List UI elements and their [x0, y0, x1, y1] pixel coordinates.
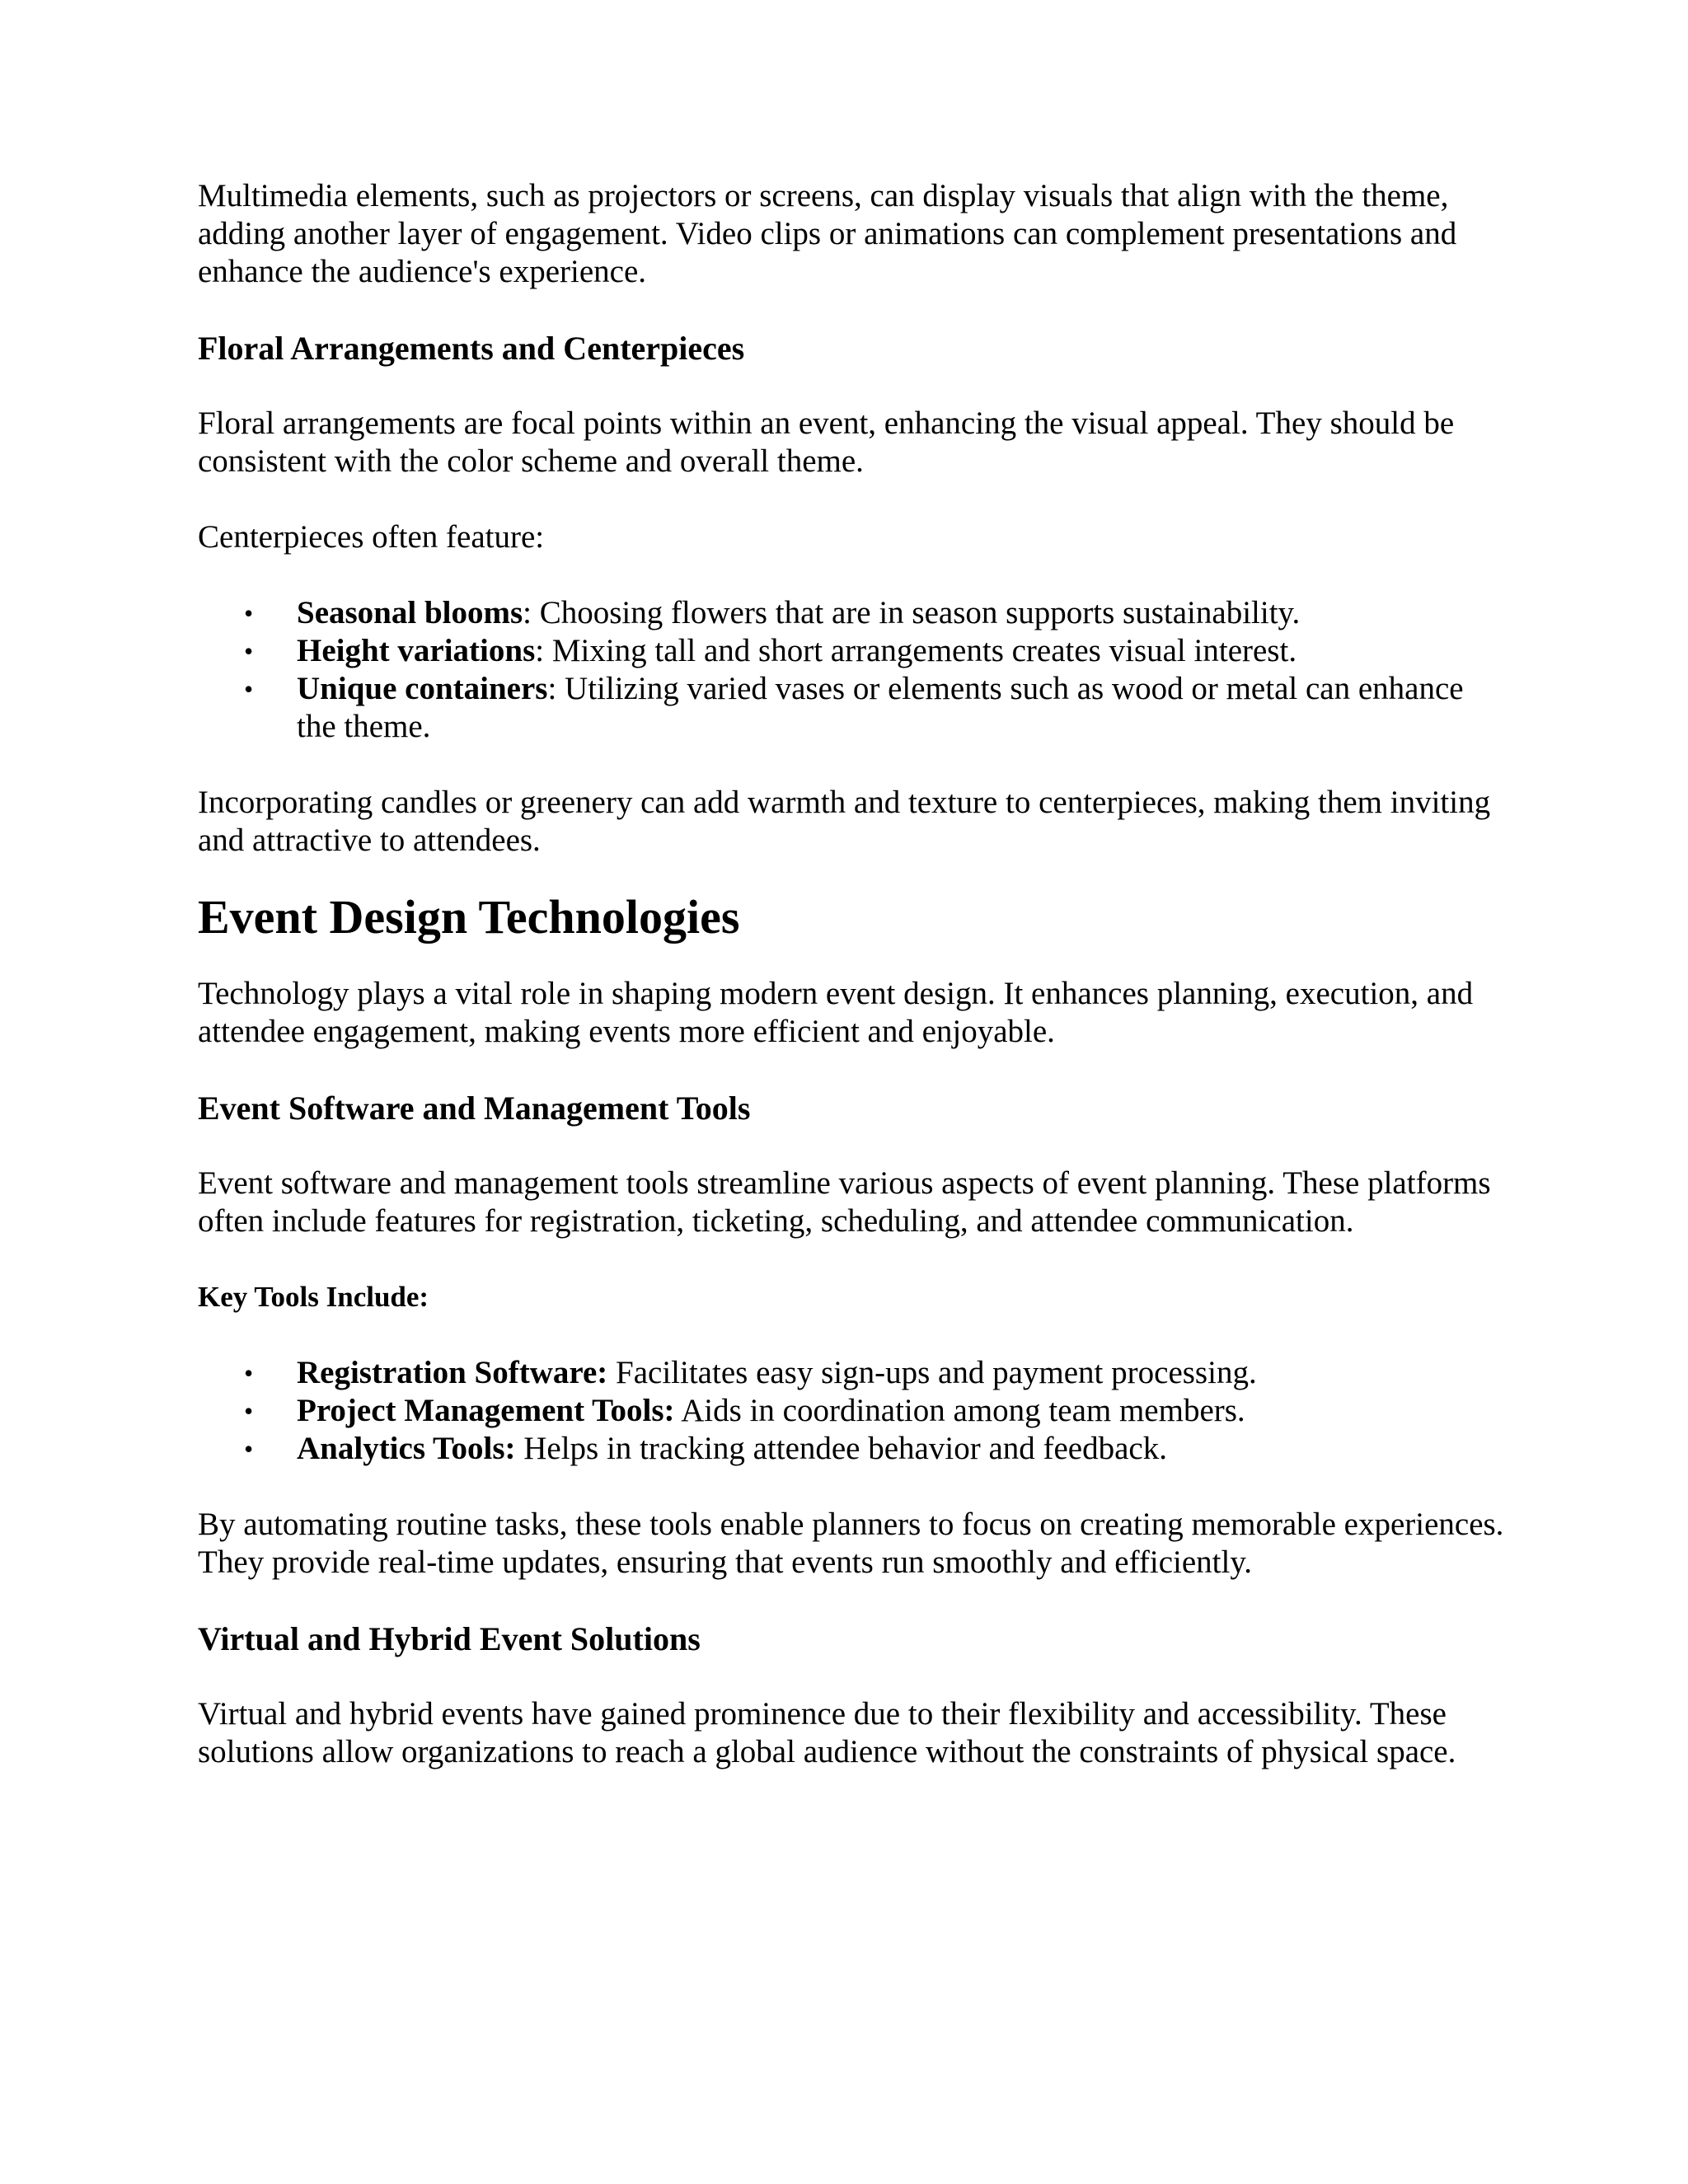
list-item-text: Facilitates easy sign-ups and payment processing.	[607, 1355, 1257, 1390]
floral-heading: Floral Arrangements and Centerpieces	[198, 330, 745, 367]
list-item	[198, 1354, 1517, 1392]
virtual-heading: Virtual and Hybrid Event Solutions	[198, 1620, 701, 1657]
list-item	[198, 1430, 1517, 1468]
list-item-term: Project Management Tools:	[297, 1393, 675, 1428]
list-item-text: : Utilizing varied vases or elements such as wood or metal can enhance the theme.	[297, 671, 1464, 744]
list-item-term: Analytics Tools:	[297, 1431, 516, 1466]
tech-heading: Event Design Technologies	[198, 890, 740, 944]
software-paragraph-2: By automating routine tasks, these tools enable planners to focus on creating memorable experiences. They provide real-time updates, ensuring that events run smoothly and efficiently.	[198, 1507, 1504, 1580]
list-item-term: Height variations	[297, 633, 536, 668]
tech-paragraph: Technology plays a vital role in shaping modern event design. It enhances planning, execution, and attendee engagement, making events more efficient and enjoyable.	[198, 976, 1474, 1049]
list-item	[198, 1392, 1517, 1430]
intro-paragraph: Multimedia elements, such as projectors or screens, can display visuals that align with the theme, adding another layer of engagement. Video clips or animations can complement presentations and enhance the audience's experience.	[198, 178, 1457, 289]
list-item	[198, 594, 1517, 632]
software-heading: Event Software and Management Tools	[198, 1090, 751, 1127]
list-item-term: Seasonal blooms	[297, 595, 523, 630]
centerpieces-list	[198, 594, 1517, 746]
list-item-term: Unique containers	[297, 671, 548, 706]
floral-paragraph-1: Floral arrangements are focal points within an event, enhancing the visual appeal. They should be consistent with the color scheme and overall theme.	[198, 405, 1455, 479]
software-paragraph-1: Event software and management tools streamline various aspects of event planning. These platforms often include features for registration, ticketing, scheduling, and attendee communication.	[198, 1165, 1491, 1239]
centerpieces-intro: Centerpieces often feature:	[198, 519, 545, 555]
key-tools-subheading: Key Tools Include:	[198, 1281, 429, 1313]
list-item-text: : Choosing flowers that are in season supports sustainability.	[523, 595, 1301, 630]
list-item	[198, 670, 1517, 746]
list-item-text: Aids in coordination among team members.	[674, 1393, 1245, 1428]
floral-paragraph-3: Incorporating candles or greenery can add warmth and texture to centerpieces, making them inviting and attractive to attendees.	[198, 785, 1491, 858]
document-page	[198, 177, 1517, 1771]
list-item-text: : Mixing tall and short arrangements creates visual interest.	[535, 633, 1297, 668]
virtual-paragraph: Virtual and hybrid events have gained prominence due to their flexibility and accessibility. These solutions allow organizations to reach a global audience without the constraints of physical space.	[198, 1696, 1456, 1769]
list-item	[198, 632, 1517, 670]
list-item-text: Helps in tracking attendee behavior and feedback.	[515, 1431, 1167, 1466]
list-item-term: Registration Software:	[297, 1355, 608, 1390]
tools-list	[198, 1354, 1517, 1468]
